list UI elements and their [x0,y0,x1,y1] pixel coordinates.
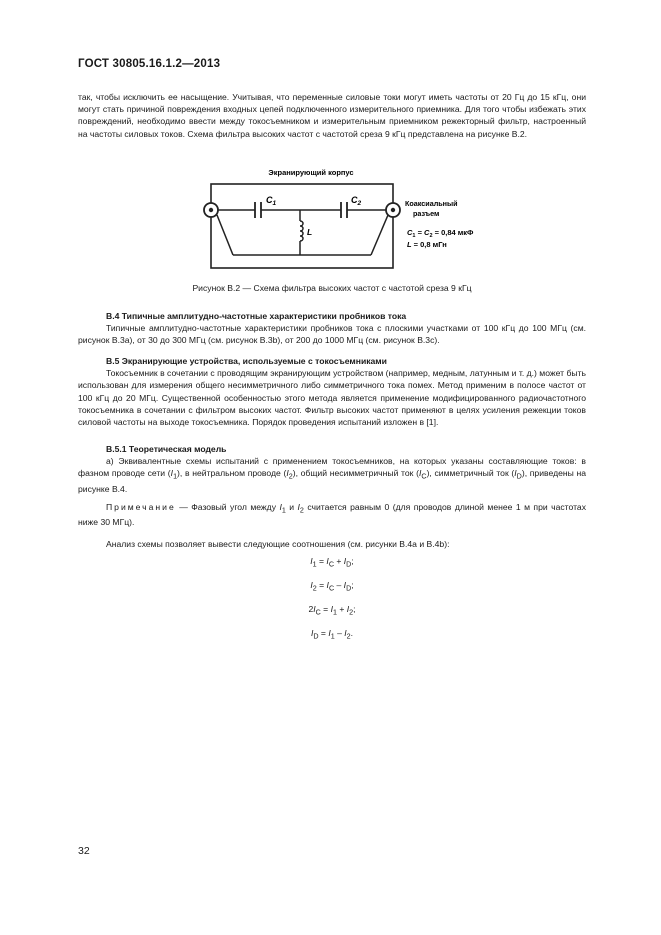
svg-text:Коаксиальный: Коаксиальный [405,199,458,208]
svg-text:разъем: разъем [413,209,440,218]
section-b5 [78,355,586,428]
section-b5-paragraph: Токосъемник в сочетании с проводящим экранирующим устройством (например, медным, латунным и т. д.) может быть использован для измерения общего несимметричного либо симметричного тока помех. Метод применим в полосе частот от 100 кГц до 20 МГц. Существенной особенностью этого метода является применение модифицированного радиочастотного токосъемника в сочетании с фильтром высоких частот. Фильтр высоких частот применяют в целях усиления режекции токов силовой частоты на выходе токосъемника. Порядок проведения испытаний изложен в [1]. [78,368,586,428]
page-number: 32 [78,845,90,857]
formula-3: $2I_C = I_1 + I_2$; [308,604,356,617]
filter-circuit-figure [195,164,495,276]
standard-header: ГОСТ 30805.16.1.2—2013 [78,58,221,70]
coax-connector-left-pin [209,208,213,212]
section-b51 [78,443,586,550]
coax-label [405,199,458,218]
capacitance-value: $C_1 = C_2 = 0,84$ мкФ [407,228,474,239]
formula-1: $I_1 = I_C + I_D$; [310,556,354,569]
analysis-paragraph: Анализ схемы позволяет вывести следующие соотношения (см. рисунки В.4а и В.4b): [106,538,450,549]
section-b51-heading: В.5.1 Теоретическая модель [106,444,227,454]
shield-label: Экранирующий корпус [268,168,354,177]
section-b4-heading: В.4 Типичные амплитудно-частотные характеристики пробников тока [106,311,407,321]
inductor-label: L [307,227,313,237]
intro-block [78,91,586,140]
coax-connector-right-pin [391,208,395,212]
section-b4 [78,310,586,347]
inductance-value: L = 0,8 мГн [407,240,447,249]
inductor-l [300,210,303,255]
section-b5-heading: В.5 Экранирующие устройства, используемые с токосъемниками [106,356,387,366]
section-b51-paragraph: а) Эквивалентные схемы испытаний с применением токосъемников, на которых указаны составляющие токов: в фазном проводе сети $(I_1)$, в нейтральном проводе $(I_2)$, общий несимметричный ток $(I_C)$, симметричный ток $(I_D)$, приведены на рисунке В.4. [78,456,587,495]
formula-4: $I_D = I_1 - I_2$. [310,628,354,641]
note-paragraph: Примечание — Фазовый угол между $I_1$ и $I_2$ считается равным 0 (для проводов длиной менее 1 м при частотах ниже 30 МГц). [78,501,586,528]
capacitor-c1 [255,202,261,218]
capacitor-c2 [341,202,347,218]
section-b4-paragraph: Типичные амплитудно-частотные характеристики пробников тока с плоскими участками от 100 кГц до 100 МГц (см. рисунок В.3а), от 30 до 300 МГц (см. рисунок В.3b), от 200 до 1000 МГц (см. рисунок В.3с). [78,323,586,346]
c1-label: $C_1$ [266,195,277,207]
note-label: Примечание [106,501,176,512]
formula-2: $I_2 = I_C - I_D$; [310,580,354,593]
intro-paragraph: так, чтобы исключить ее насыщение. Учитывая, что переменные силовые токи могут иметь частоты от 20 Гц до 15 кГц, они могут стать причиной повреждения входных цепей подключенного измерительного приемника. Для того чтобы избежать этих повреждений, необходимо ввести между токосъемником и измерительным приемником режекторный фильтр, настроенный на частоты силовых токов. Схема фильтра высоких частот с частотой среза 9 кГц представлена на рисунке В.2. [78,92,586,139]
figure-caption: Рисунок В.2 — Схема фильтра высоких частот с частотой среза 9 кГц [192,283,472,293]
c2-label: $C_2$ [351,195,362,207]
